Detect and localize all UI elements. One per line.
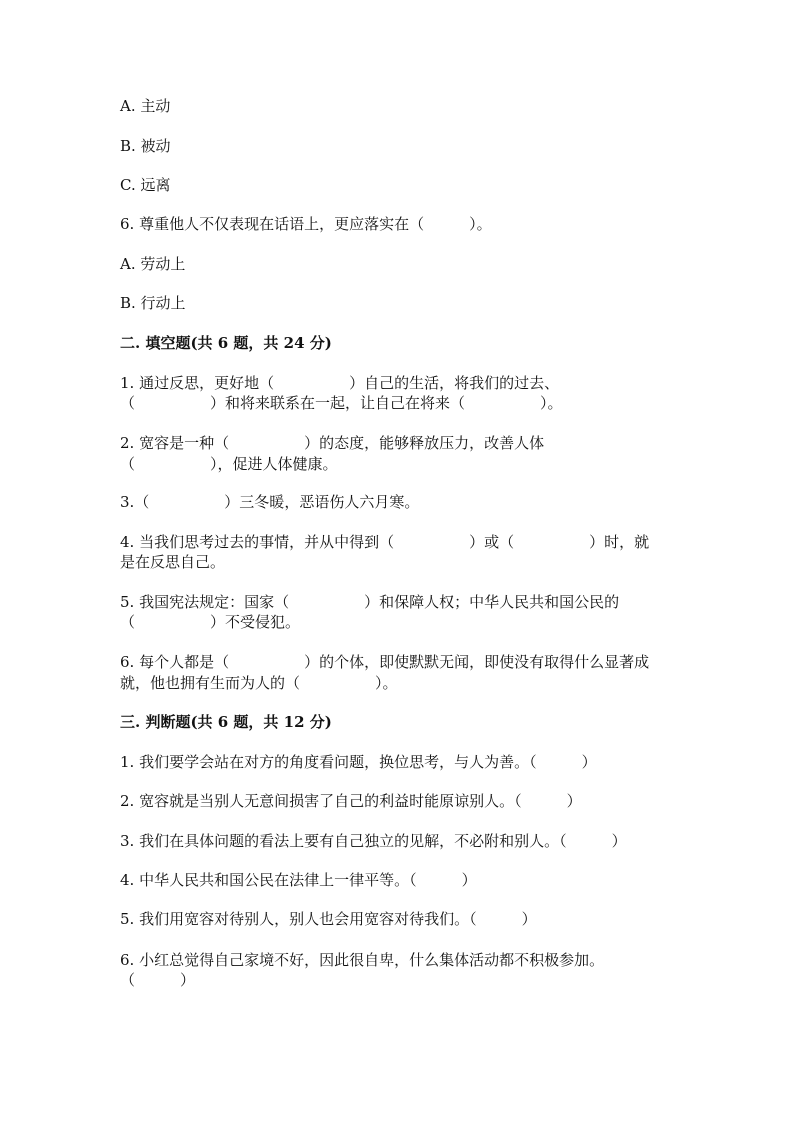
option-6b: B. 行动上 — [120, 294, 186, 312]
option-5c: C. 远离 — [120, 176, 171, 194]
option-5b: B. 被动 — [120, 137, 171, 155]
fill-q6-line1: 6. 每个人都是（ ）的个体，即使默默无闻，即使没有取得什么显著成 — [120, 653, 650, 671]
fill-q1-line2: （ ）和将来联系在一起，让自己在将来（ ）。 — [120, 394, 563, 412]
judge-q6-line1: 6. 小红总觉得自己家境不好，因此很自卑，什么集体活动都不积极参加。 — [120, 951, 605, 969]
question-6-stem: 6. 尊重他人不仅表现在话语上，更应落实在（ ）。 — [120, 215, 492, 233]
judge-q3: 3. 我们在具体问题的看法上要有自己独立的见解，不必附和别人。（ ） — [120, 832, 627, 850]
judge-q2: 2. 宽容就是当别人无意间损害了自己的利益时能原谅别人。（ ） — [120, 792, 582, 810]
judge-q1: 1. 我们要学会站在对方的角度看问题，换位思考，与人为善。（ ） — [120, 753, 597, 771]
option-5a: A. 主动 — [120, 97, 171, 115]
fill-q5-line1: 5. 我国宪法规定：国家（ ）和保障人权；中华人民共和国公民的 — [120, 593, 620, 611]
judge-q4: 4. 中华人民共和国公民在法律上一律平等。（ ） — [120, 871, 477, 889]
fill-q6-line2: 就，他也拥有生而为人的（ ）。 — [120, 674, 398, 692]
fill-q3-line1: 3.（ ）三冬暖，恶语伤人六月寒。 — [120, 493, 420, 511]
judge-q5: 5. 我们用宽容对待别人，别人也会用宽容对待我们。（ ） — [120, 910, 537, 928]
fill-q4-line1: 4. 当我们思考过去的事情，并从中得到（ ）或（ ）时，就 — [120, 533, 650, 551]
fill-q2-line1: 2. 宽容是一种（ ）的态度，能够释放压力，改善人体 — [120, 434, 545, 452]
fill-q4-line2: 是在反思自己。 — [120, 553, 226, 571]
fill-q2-line2: （ ），促进人体健康。 — [120, 455, 338, 473]
option-6a: A. 劳动上 — [120, 255, 186, 273]
judge-q6-line2: （ ） — [120, 971, 196, 989]
fill-q1-line1: 1. 通过反思，更好地（ ）自己的生活，将我们的过去、 — [120, 374, 560, 392]
fill-q5-line2: （ ）不受侵犯。 — [120, 613, 301, 631]
section-3-title: 三. 判断题(共 6 题，共 12 分) — [120, 713, 332, 731]
section-2-title: 二. 填空题(共 6 题，共 24 分) — [120, 334, 332, 352]
